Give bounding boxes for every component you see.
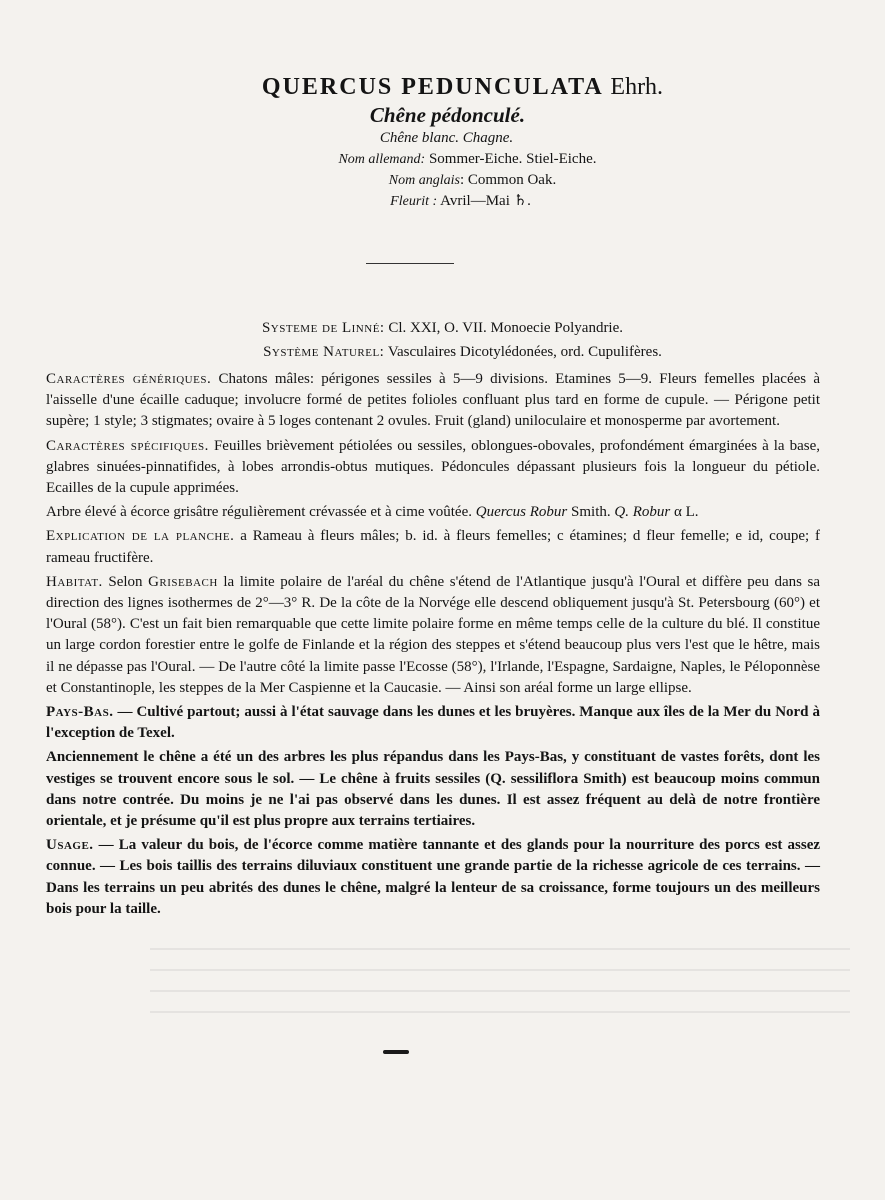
habitat-text: la limite polaire de l'aréal du chêne s'étend de l'Atlantique jusqu'à l'Oural et diffère peu dans sa direction des lignes isothermes de 2°—3° R. De la côte de la Norvége elle descend obliquement jusqu'à St. Petersbourg (60°) et l'Oural (58°). C'est un fait bien remarquable que cette limite polaire forme en même temps celle de la culture du blé. Il constitue un large cordon forestier entre le golfe de Finlande et la région des steppes et s'étend beaucoup plus vers l'est que le hêtre, mais il ne dépasse pas l'Oural. — De l'autre côté la limite passe l'Ecosse (58°), l'Irlande, l'Espagne, Sardaigne, Naples, le Péloponnèse et Constantinople, les steppes de la Mer Caspienne et la Caucasie. — Ainsi son aréal forme un large ellipse.	[46, 573, 821, 696]
english-value: : Common Oak.	[459, 172, 557, 188]
german-name-line	[50, 149, 885, 170]
pays-bas	[46, 702, 820, 744]
generic-label: Caractères génériques.	[46, 371, 212, 387]
page-header	[0, 72, 885, 212]
header-divider	[366, 263, 454, 264]
tree-synonym-2: Q. Robur	[614, 504, 671, 521]
tree-description	[46, 502, 820, 523]
tree-synonym-2-author: α L.	[673, 504, 699, 521]
tree-text: Arbre élevé à écorce grisâtre régulièrement crévassée et à cime voûtée.	[46, 504, 472, 521]
species-title	[40, 72, 885, 102]
plate-label: Explication de la planche.	[46, 528, 235, 545]
german-label: Nom allemand:	[338, 152, 426, 167]
linne-label: Systeme de Linné:	[261, 320, 385, 336]
habitat-label: Habitat.	[46, 573, 103, 590]
generic-characters	[46, 369, 820, 433]
show-through-text	[150, 940, 850, 1030]
tree-synonym: Quercus Robur	[475, 504, 568, 521]
natural-system-line	[20, 342, 885, 362]
generic-text: Chatons mâles: périgones sessiles à 5—9 divisions. Etamines 5—9. Fleurs femelles placées à l'aisselle d'une écaille caduque; involucre formé de petites folioles confluant plus tard en forme de cupule. — Périgone petit supère; 1 style; 3 stigmates; ovaire à 5 loges contenant 2 ovules. Fruit (gland) uniloculaire et monosperme par avortement.	[46, 371, 820, 430]
linne-value: Cl. XXI, O. VII. Monoecie Polyandrie.	[388, 320, 624, 336]
plate-text: a Rameau à fleurs mâles; b. id. à fleurs femelles; c étamines; d fleur femelle; e id, coupe; f rameau fructifère.	[46, 528, 820, 566]
english-name-line	[60, 170, 885, 191]
habitat	[46, 572, 820, 699]
natural-label: Système Naturel:	[263, 344, 385, 360]
flowering-label: Fleurit :	[390, 194, 438, 209]
tree-synonym-author: Smith.	[571, 504, 611, 521]
description-body	[46, 369, 820, 923]
usage	[46, 835, 820, 920]
pays-bas-label: Pays-Bas.	[46, 704, 114, 721]
ancient-distribution	[46, 747, 820, 832]
usage-text: — La valeur du bois, de l'écorce comme matière tannante et des glands pour la nourriture des porcs est assez connue. — Les bois taillis des terrains diluviaux constituent une grande partie de la richesse agricole de ces terrains. — Dans les terrains un peu abrités des dunes le chêne, malgré la lenteur de sa croissance, forme toujours un des meilleurs bois pour la taille.	[46, 837, 821, 917]
french-common-name: Chêne pédonculé.	[369, 103, 526, 127]
ink-mark	[383, 1050, 409, 1054]
german-value: Sommer-Eiche. Stiel-Eiche.	[428, 151, 597, 167]
usage-label: Usage.	[46, 837, 94, 854]
natural-value: Vasculaires Dicotylédonées, ord. Cupulifères.	[387, 344, 662, 360]
flowering-value: Avril—Mai ♄.	[440, 193, 531, 209]
author-abbrev: Ehrh.	[610, 74, 664, 100]
specific-label: Caractères spécifiques.	[46, 437, 209, 454]
latin-name: QUERCUS PEDUNCULATA	[261, 74, 603, 100]
alternate-names: Chêne blanc. Chagne.	[379, 130, 514, 146]
specific-text: Feuilles brièvement pétiolées ou sessiles, oblongues-obovales, profondément émarginées à la base, glabres sinuées-pinnatifides, à lobes arrondis-obtus mutiques. Pédoncules dépassant plusieurs fois la longueur du pétiole. Ecailles de la cupule apprimées.	[46, 437, 821, 497]
specific-characters	[46, 436, 820, 500]
habitat-intro: Selon	[108, 573, 143, 590]
linne-system-line	[0, 318, 885, 338]
english-label: Nom anglais	[388, 173, 460, 188]
flowering-line	[36, 191, 885, 212]
ancient-text: Anciennement le chêne a été un des arbres les plus répandus dans les Pays-Bas, y constituant de vastes forêts, dont les vestiges se trouvent encore sous le sol. — Le chêne à fruits sessiles (Q. sessiliflora Smith) est beaucoup moins commun dans notre contrée. Du moins je ne l'ai pas observé dans les dunes. Il est assez fréquent au delà de notre frontière orientale, et je présume qu'il est plus propre aux terrains tertiaires.	[46, 749, 820, 830]
habitat-author: Grisebach	[148, 573, 218, 590]
plate-explanation	[46, 526, 820, 568]
pays-bas-text: — Cultivé partout; aussi à l'état sauvage dans les dunes et les bruyères. Manque aux îles de la Mer du Nord à l'exception de Texel.	[46, 704, 820, 742]
